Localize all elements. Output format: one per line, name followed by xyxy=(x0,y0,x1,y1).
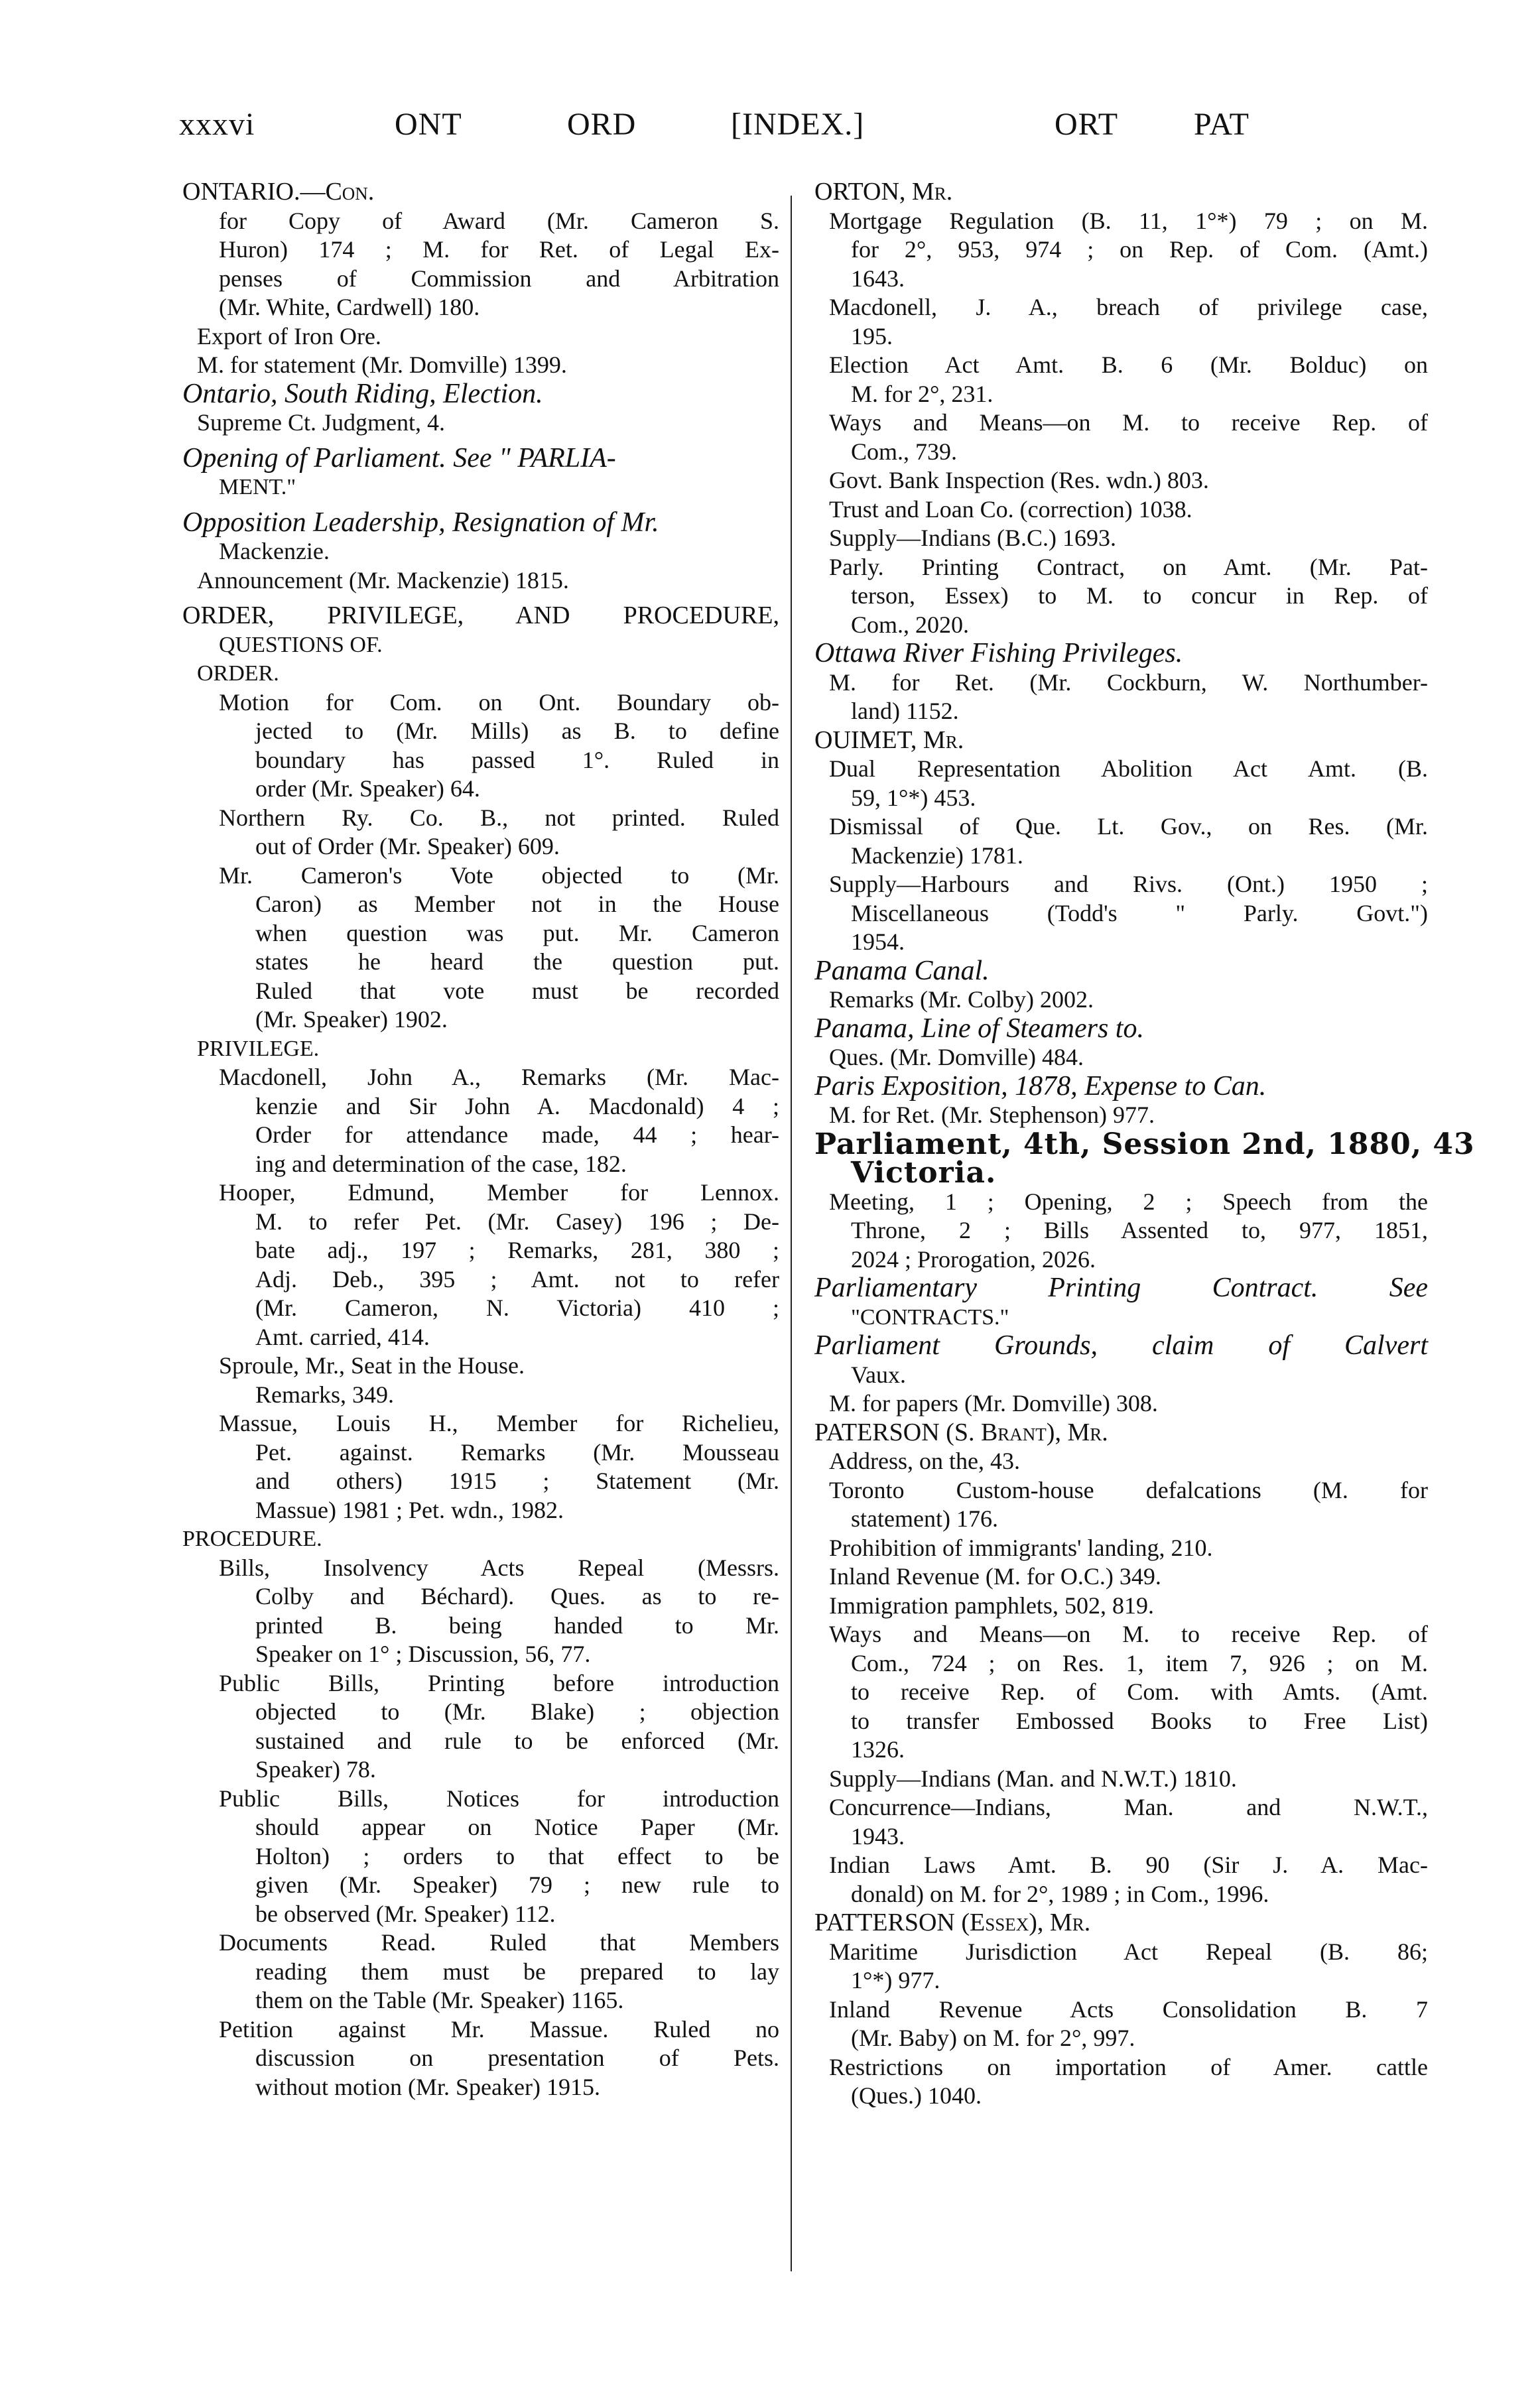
index-line: and others) 1915 ; Statement (Mr. xyxy=(255,1468,779,1494)
index-line: Parliament, 4th, Session 2nd, 1880, 43 xyxy=(814,1127,1475,1161)
index-line: Adj. Deb., 395 ; Amt. not to refer xyxy=(255,1265,779,1293)
index-line: Bills, Insolvency Acts Repeal (Messrs. xyxy=(219,1554,779,1581)
index-line: Miscellaneous (Todd's " Parly. Govt.") xyxy=(851,899,1428,926)
range-right-start: ORT xyxy=(1055,107,1119,142)
index-line: Massue, Louis H., Member for Richelieu, xyxy=(219,1410,779,1436)
index-line: terson, Essex) to M. to concur in Rep. of xyxy=(851,582,1428,609)
index-line: Speaker) 78. xyxy=(255,1756,376,1783)
index-line: Mr. Cameron's Vote objected to (Mr. xyxy=(219,861,779,889)
index-line: ing and determination of the case, 182. xyxy=(255,1150,627,1177)
index-line: QUESTIONS OF. xyxy=(219,632,383,657)
index-line: ORDER, PRIVILEGE, AND PROCEDURE, xyxy=(182,601,779,629)
index-line: "CONTRACTS." xyxy=(851,1304,1009,1330)
index-line: Macdonell, John A., Remarks (Mr. Mac- xyxy=(219,1064,779,1090)
range-left-start: ONT xyxy=(395,107,462,142)
index-line: Inland Revenue (M. for O.C.) 349. xyxy=(829,1563,1161,1590)
index-line: Supreme Ct. Judgment, 4. xyxy=(197,409,445,436)
index-line: Supply—Indians (Man. and N.W.T.) 1810. xyxy=(829,1765,1237,1792)
index-line: reading them must be prepared to lay xyxy=(255,1958,779,1985)
index-line: Dual Representation Abolition Act Amt. (B. xyxy=(829,755,1428,782)
index-line: (Mr. Baby) on M. for 2°, 997. xyxy=(851,2025,1135,2051)
index-line: (Ques.) 1040. xyxy=(851,2082,982,2109)
index-line: when question was put. Mr. Cameron xyxy=(255,919,779,946)
index-line: Ottawa River Fishing Privileges. xyxy=(814,638,1183,668)
index-line: Opening of Parliament. See " PARLIA- xyxy=(182,442,616,473)
index-line: objected to (Mr. Blake) ; objection xyxy=(255,1698,779,1725)
index-title: [INDEX.] xyxy=(731,107,865,142)
index-line: Mackenzie) 1781. xyxy=(851,842,1023,869)
index-line: boundary has passed 1°. Ruled in xyxy=(255,746,779,773)
index-line: Supply—Indians (B.C.) 1693. xyxy=(829,525,1117,551)
index-line: to transfer Embossed Books to Free List) xyxy=(851,1707,1428,1734)
index-line: M. for Ret. (Mr. Cockburn, W. Northumber- xyxy=(829,668,1428,696)
left-column xyxy=(182,178,779,2102)
index-line: Com., 2020. xyxy=(851,611,970,638)
index-line: PRIVILEGE. xyxy=(197,1036,320,1061)
index-line: Address, on the, 43. xyxy=(829,1448,1020,1474)
index-line: PROCEDURE. xyxy=(182,1527,322,1551)
index-line: 195. xyxy=(851,322,893,349)
index-line: Ways and Means—on M. to receive Rep. of xyxy=(829,1621,1428,1647)
index-line: Govt. Bank Inspection (Res. wdn.) 803. xyxy=(829,467,1209,493)
index-line: PATERSON (S. Brant), Mr. xyxy=(814,1418,1108,1446)
index-line: Ques. (Mr. Domville) 484. xyxy=(829,1044,1084,1070)
index-line: Export of Iron Ore. xyxy=(197,322,381,349)
index-line: Parliament Grounds, claim of Calvert xyxy=(814,1330,1428,1361)
index-line: Toronto Custom-house defalcations (M. for xyxy=(829,1476,1428,1503)
index-line: Public Bills, Printing before introduction xyxy=(219,1669,779,1696)
index-line: Motion for Com. on Ont. Boundary ob- xyxy=(219,688,779,716)
index-line: land) 1152. xyxy=(851,698,959,724)
index-line: Remarks (Mr. Colby) 2002. xyxy=(829,986,1094,1013)
index-line: 1643. xyxy=(851,265,905,292)
index-line: them on the Table (Mr. Speaker) 1165. xyxy=(255,1987,624,2013)
index-line: discussion on presentation of Pets. xyxy=(255,2045,779,2071)
index-line: Dismissal of Que. Lt. Gov., on Res. (Mr. xyxy=(829,813,1428,840)
index-line: Ontario, South Riding, Election. xyxy=(182,378,543,409)
index-line: OUIMET, Mr. xyxy=(814,726,964,754)
index-line: (Mr. White, Cardwell) 180. xyxy=(219,294,480,320)
index-line: Ruled that vote must be recorded xyxy=(255,977,779,1004)
index-line: sustained and rule to be enforced (Mr. xyxy=(255,1727,779,1754)
index-line: Petition against Mr. Massue. Ruled no xyxy=(219,2015,779,2043)
index-line: without motion (Mr. Speaker) 1915. xyxy=(255,2073,600,2100)
page-header xyxy=(179,106,1280,153)
index-line: Caron) as Member not in the House xyxy=(255,891,779,917)
index-line: Northern Ry. Co. B., not printed. Ruled xyxy=(219,804,779,831)
index-line: Paris Exposition, 1878, Expense to Can. xyxy=(814,1070,1267,1102)
index-line: M. to refer Pet. (Mr. Casey) 196 ; De- xyxy=(255,1208,779,1235)
index-line: M. for statement (Mr. Domville) 1399. xyxy=(197,351,567,378)
index-line: Mortgage Regulation (B. 11, 1°*) 79 ; on M. xyxy=(829,207,1428,234)
index-line: Announcement (Mr. Mackenzie) 1815. xyxy=(197,566,569,594)
index-line: Opposition Leadership, Resignation of Mr. xyxy=(182,507,659,538)
range-right-end: PAT xyxy=(1194,107,1250,142)
index-line: Pet. against. Remarks (Mr. Mousseau xyxy=(255,1438,779,1466)
index-line: Throne, 2 ; Bills Assented to, 977, 1851, xyxy=(851,1217,1428,1243)
index-line: Speaker on 1° ; Discussion, 56, 77. xyxy=(255,1641,591,1667)
index-line: 1°*) 977. xyxy=(851,1967,940,1993)
index-line: ONTARIO.—Con. xyxy=(182,178,375,206)
index-line: Holton) ; orders to that effect to be xyxy=(255,1842,779,1869)
index-line: states he heard the question put. xyxy=(255,948,779,975)
index-line: PATTERSON (Essex), Mr. xyxy=(814,1909,1091,1936)
index-line: Panama Canal. xyxy=(814,955,990,986)
index-line: M. for papers (Mr. Domville) 308. xyxy=(829,1390,1158,1417)
index-line: (Mr. Cameron, N. Victoria) 410 ; xyxy=(255,1294,779,1321)
index-line: for 2°, 953, 974 ; on Rep. of Com. (Amt.) xyxy=(851,236,1428,263)
index-line: Huron) 174 ; M. for Ret. of Legal Ex- xyxy=(219,236,779,263)
index-line: Vaux. xyxy=(851,1361,906,1388)
column-divider xyxy=(791,196,792,2271)
page-number: xxxvi xyxy=(179,107,255,142)
index-line: Victoria. xyxy=(851,1156,997,1190)
index-line: Public Bills, Notices for introduction xyxy=(219,1785,779,1812)
index-line: Prohibition of immigrants' landing, 210. xyxy=(829,1534,1213,1561)
index-line: Documents Read. Ruled that Members xyxy=(219,1929,779,1956)
right-column xyxy=(814,178,1475,2111)
index-line: to receive Rep. of Com. with Amts. (Amt. xyxy=(851,1678,1428,1705)
index-line: M. for Ret. (Mr. Stephenson) 977. xyxy=(829,1102,1155,1128)
index-line: Election Act Amt. B. 6 (Mr. Bolduc) on xyxy=(829,351,1428,378)
index-line: jected to (Mr. Mills) as B. to define xyxy=(255,718,779,744)
index-line: Inland Revenue Acts Consolidation B. 7 xyxy=(829,1995,1428,2023)
index-line: (Mr. Speaker) 1902. xyxy=(255,1006,448,1033)
index-line: 2024 ; Prorogation, 2026. xyxy=(851,1245,1096,1273)
index-line: order (Mr. Speaker) 64. xyxy=(255,775,480,802)
index-line: Immigration pamphlets, 502, 819. xyxy=(829,1592,1154,1619)
index-line: Panama, Line of Steamers to. xyxy=(814,1013,1144,1044)
index-line: ORTON, Mr. xyxy=(814,178,953,206)
index-line: M. for 2°, 231. xyxy=(851,380,994,407)
index-line: kenzie and Sir John A. Macdonald) 4 ; xyxy=(255,1092,779,1119)
index-line: for Copy of Award (Mr. Cameron S. xyxy=(219,207,779,234)
range-left-end: ORD xyxy=(567,107,637,142)
index-line: Colby and Béchard). Ques. as to re- xyxy=(255,1583,779,1609)
index-line: ORDER. xyxy=(197,661,279,686)
index-line: Restrictions on importation of Amer. cattle xyxy=(829,2053,1428,2080)
index-line: Indian Laws Amt. B. 90 (Sir J. A. Mac- xyxy=(829,1852,1428,1878)
index-line: Massue) 1981 ; Pet. wdn., 1982. xyxy=(255,1496,564,1523)
index-line: printed B. being handed to Mr. xyxy=(255,1611,779,1639)
index-line: should appear on Notice Paper (Mr. xyxy=(255,1814,779,1840)
index-line: Order for attendance made, 44 ; hear- xyxy=(255,1121,779,1148)
index-line: given (Mr. Speaker) 79 ; new rule to xyxy=(255,1871,779,1898)
index-line: Com., 724 ; on Res. 1, item 7, 926 ; on M. xyxy=(851,1649,1428,1676)
index-line: out of Order (Mr. Speaker) 609. xyxy=(255,833,560,859)
index-line: Ways and Means—on M. to receive Rep. of xyxy=(829,409,1428,436)
index-line: statement) 176. xyxy=(851,1505,998,1532)
index-line: donald) on M. for 2°, 1989 ; in Com., 1996. xyxy=(851,1880,1269,1907)
index-line: Trust and Loan Co. (correction) 1038. xyxy=(829,495,1192,523)
index-line: Parliamentary Printing Contract. See xyxy=(814,1273,1428,1303)
index-line: MENT." xyxy=(219,475,296,499)
index-line: Maritime Jurisdiction Act Repeal (B. 86; xyxy=(829,1938,1428,1965)
index-line: Concurrence—Indians, Man. and N.W.T., xyxy=(829,1794,1428,1820)
index-line: Hooper, Edmund, Member for Lennox. xyxy=(219,1179,779,1206)
index-line: 1326. xyxy=(851,1736,905,1763)
index-line: penses of Commission and Arbitration xyxy=(219,265,779,292)
index-line: Sproule, Mr., Seat in the House. xyxy=(219,1352,525,1379)
index-line: Com., 739. xyxy=(851,438,958,465)
index-line: 1943. xyxy=(851,1822,905,1850)
index-line: Meeting, 1 ; Opening, 2 ; Speech from the xyxy=(829,1188,1428,1215)
spacer xyxy=(182,595,779,601)
index-line: Supply—Harbours and Rivs. (Ont.) 1950 ; xyxy=(829,871,1428,897)
index-line: Mackenzie. xyxy=(219,538,330,564)
index-line: 1954. xyxy=(851,928,905,955)
index-line: Parly. Printing Contract, on Amt. (Mr. Pat- xyxy=(829,553,1428,580)
index-line: Remarks, 349. xyxy=(255,1381,394,1408)
index-line: Macdonell, J. A., breach of privilege case, xyxy=(829,294,1428,320)
index-line: 59, 1°*) 453. xyxy=(851,784,976,811)
index-line: be observed (Mr. Speaker) 112. xyxy=(255,1900,556,1927)
index-line: bate adj., 197 ; Remarks, 281, 380 ; xyxy=(255,1237,779,1263)
index-line: Amt. carried, 414. xyxy=(255,1323,430,1350)
